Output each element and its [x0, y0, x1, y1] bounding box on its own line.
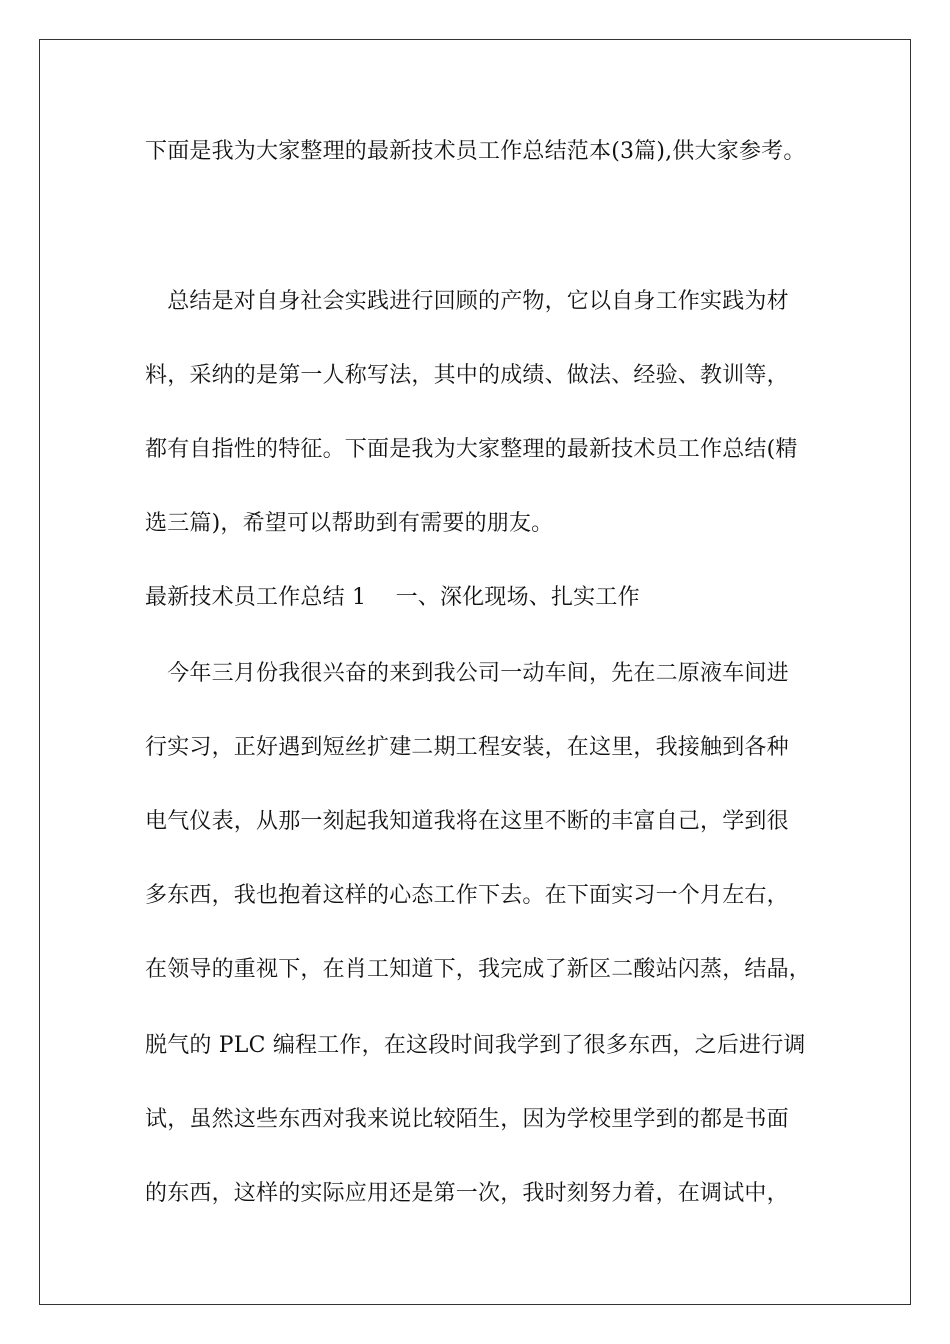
paragraph-line: 的东西，这样的实际应用还是第一次，我时刻努力着，在调试中， — [145, 1181, 789, 1206]
paragraph-line: 今年三月份我很兴奋的来到我公司一动车间，先在二原液车间进 — [145, 661, 789, 686]
paragraph-line: 行实习，正好遇到短丝扩建二期工程安装，在这里，我接触到各种 — [145, 735, 789, 760]
paragraph-line: 多东西，我也抱着这样的心态工作下去。在下面实习一个月左右， — [145, 883, 789, 908]
paragraph-line: 选三篇)，希望可以帮助到有需要的朋友。 — [145, 511, 554, 536]
intro-line: 下面是我为大家整理的最新技术员工作总结范本(3篇),供大家参考。 — [145, 139, 806, 164]
paragraph-line: 电气仪表，从那一刻起我知道我将在这里不断的丰富自己，学到很 — [145, 809, 789, 834]
paragraph-line: 都有自指性的特征。下面是我为大家整理的最新技术员工作总结(精 — [145, 437, 798, 462]
paragraph-line: 在领导的重视下，在肖工知道下，我完成了新区二酸站闪蒸，结晶， — [145, 957, 812, 982]
paragraph-line: 总结是对自身社会实践进行回顾的产物，它以自身工作实践为材 — [145, 289, 789, 314]
section-heading: 最新技术员工作总结 1 一、深化现场、扎实工作 — [145, 585, 640, 610]
paragraph-line: 试，虽然这些东西对我来说比较陌生，因为学校里学到的都是书面 — [145, 1107, 789, 1132]
paragraph-line: 脱气的 PLC 编程工作，在这段时间我学到了很多东西，之后进行调 — [145, 1033, 806, 1058]
paragraph-line: 料，采纳的是第一人称写法，其中的成绩、做法、经验、教训等， — [145, 363, 789, 388]
